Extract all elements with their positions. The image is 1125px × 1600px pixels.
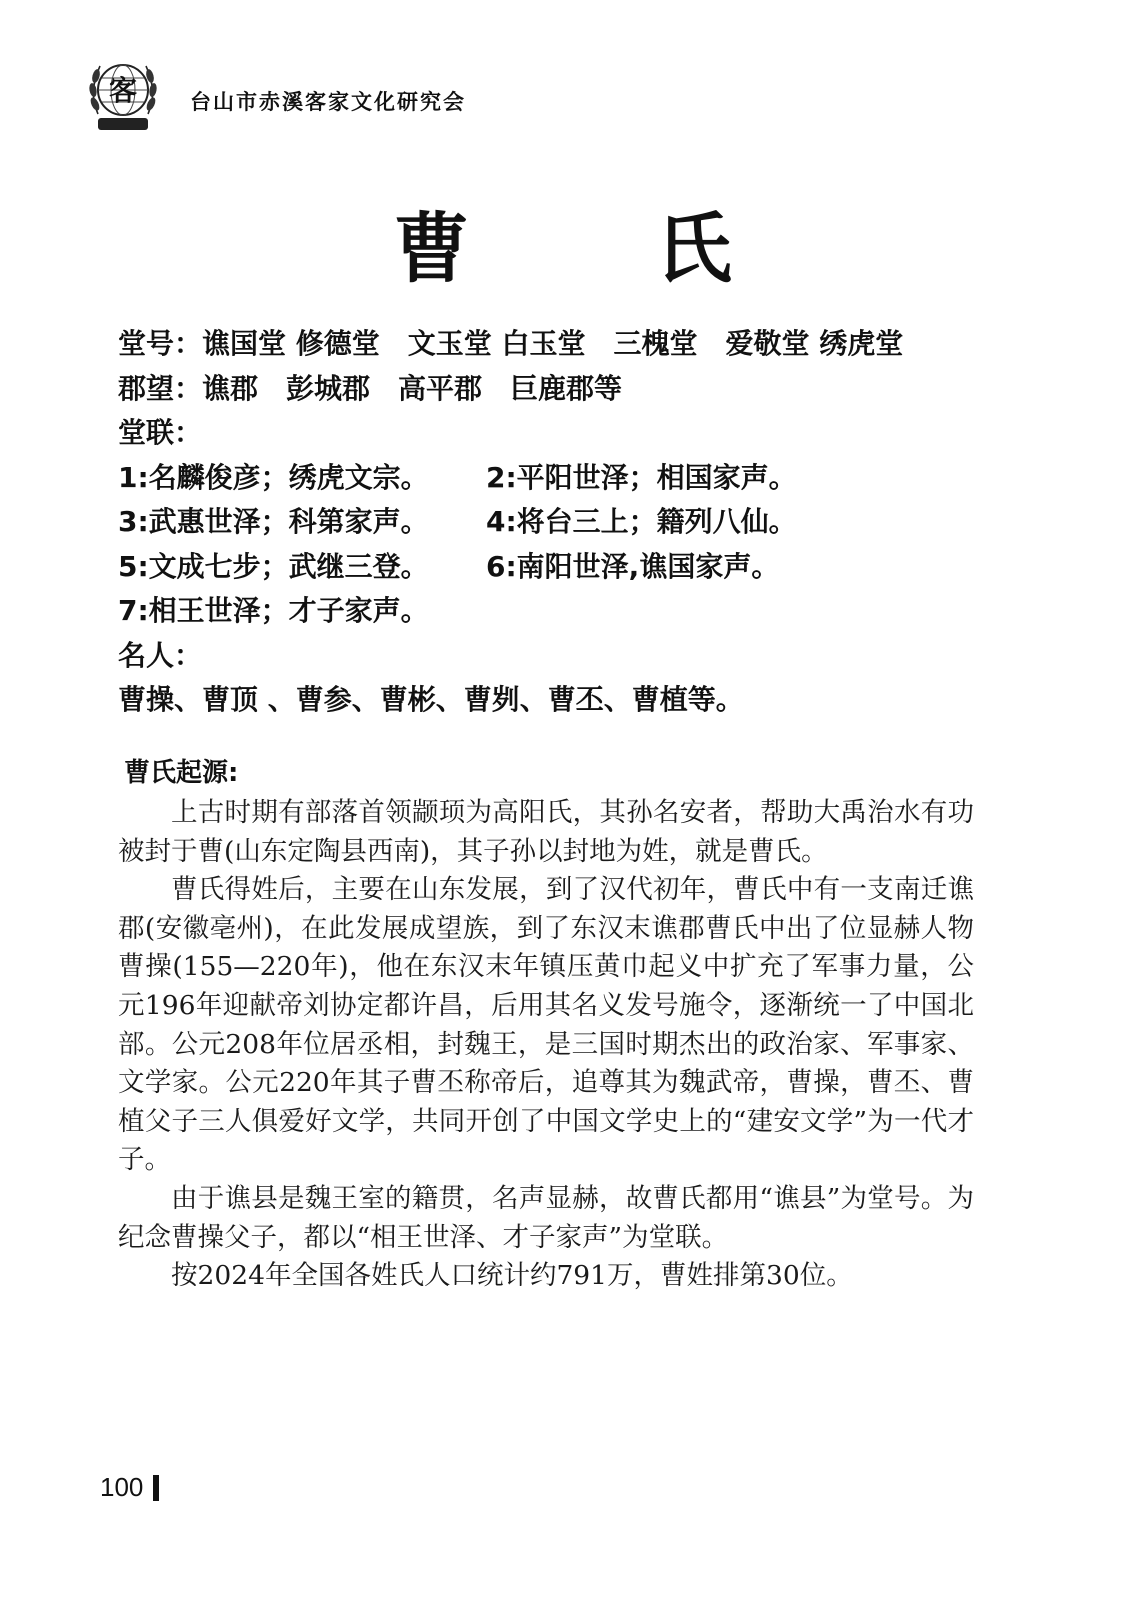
couplet-item: 3:武惠世泽；科第家声。 [118,505,429,538]
page-number: 100 [100,1472,144,1502]
origin-heading: 曹氏起源: [124,758,239,788]
page-title: 曹 氏 [393,204,812,293]
svg-text:客: 客 [108,74,138,107]
organization-logo [84,52,162,136]
organization-name: 台山市赤溪客家文化研究会 [190,89,466,114]
hall-names: 堂号：谯国堂 修德堂 文玉堂 白玉堂 三槐堂 爱敬堂 绣虎堂 [118,327,904,360]
surname-info [118,322,1018,723]
couplet-list [118,456,1018,634]
origin-paragraph: 由于谯县是魏王室的籍贯，名声显赫，故曹氏都用“谯县”为堂号。为纪念曹操父子，都以“相王世泽、才子家声”为堂联。 [118,1182,974,1253]
couplet-item: 5:文成七步；武继三登。 [118,549,429,583]
origin-paragraph: 曹氏得姓后，主要在山东发展，到了汉代初年，曹氏中有一支南迁谯郡(安徽亳州)，在此发展成望族，到了东汉末谯郡曹氏中出了位显赫人物曹操(155—220年)，他在东汉末年镇压黄巾起义中扩充了军事力量，公元196年迎献帝刘协定都许昌，后用其名义发号施令，逐渐统一了中国北部。公元208年位居丞相，封魏王，是三国时期杰出的政治家、军事家、文学家。公元220年其子曹丕称帝后，追尊其为魏武帝，曹操，曹丕、曹植父子三人俱爱好文学，共同开创了中国文学史上的“建安文学”为一代才子。 [118,874,974,1176]
origin-paragraph: 按2024年全国各姓氏人口统计约791万，曹姓排第30位。 [171,1260,853,1292]
origin-body [118,794,974,1296]
couplets-label: 堂联： [118,416,203,449]
couplet-item: 7:相王世泽；才子家声。 [118,594,429,627]
couplet-item: 2:平阳世泽；相国家声。 [486,460,797,494]
famous-label: 名人： [118,638,203,672]
famous-people: 曹操、曹顶 、曹参、曹彬、曹刿、曹丕、曹植等。 [118,683,744,716]
couplet-item: 1:名麟俊彦；绣虎文宗。 [118,460,429,494]
commanderies: 郡望：谯郡 彭城郡 高平郡 巨鹿郡等 [118,371,623,405]
page-header [84,52,466,136]
couplet-item: 6:南阳世泽,谯国家声。 [486,549,780,583]
couplet-item: 4:将台三上；籍列八仙。 [486,505,797,538]
page-footer [100,1472,159,1503]
page-marker-bar [153,1475,159,1501]
origin-paragraph: 上古时期有部落首领颛顼为高阳氏，其孙名安者，帮助大禹治水有功被封于曹(山东定陶县西南)，其子孙以封地为姓，就是曹氏。 [118,797,974,867]
